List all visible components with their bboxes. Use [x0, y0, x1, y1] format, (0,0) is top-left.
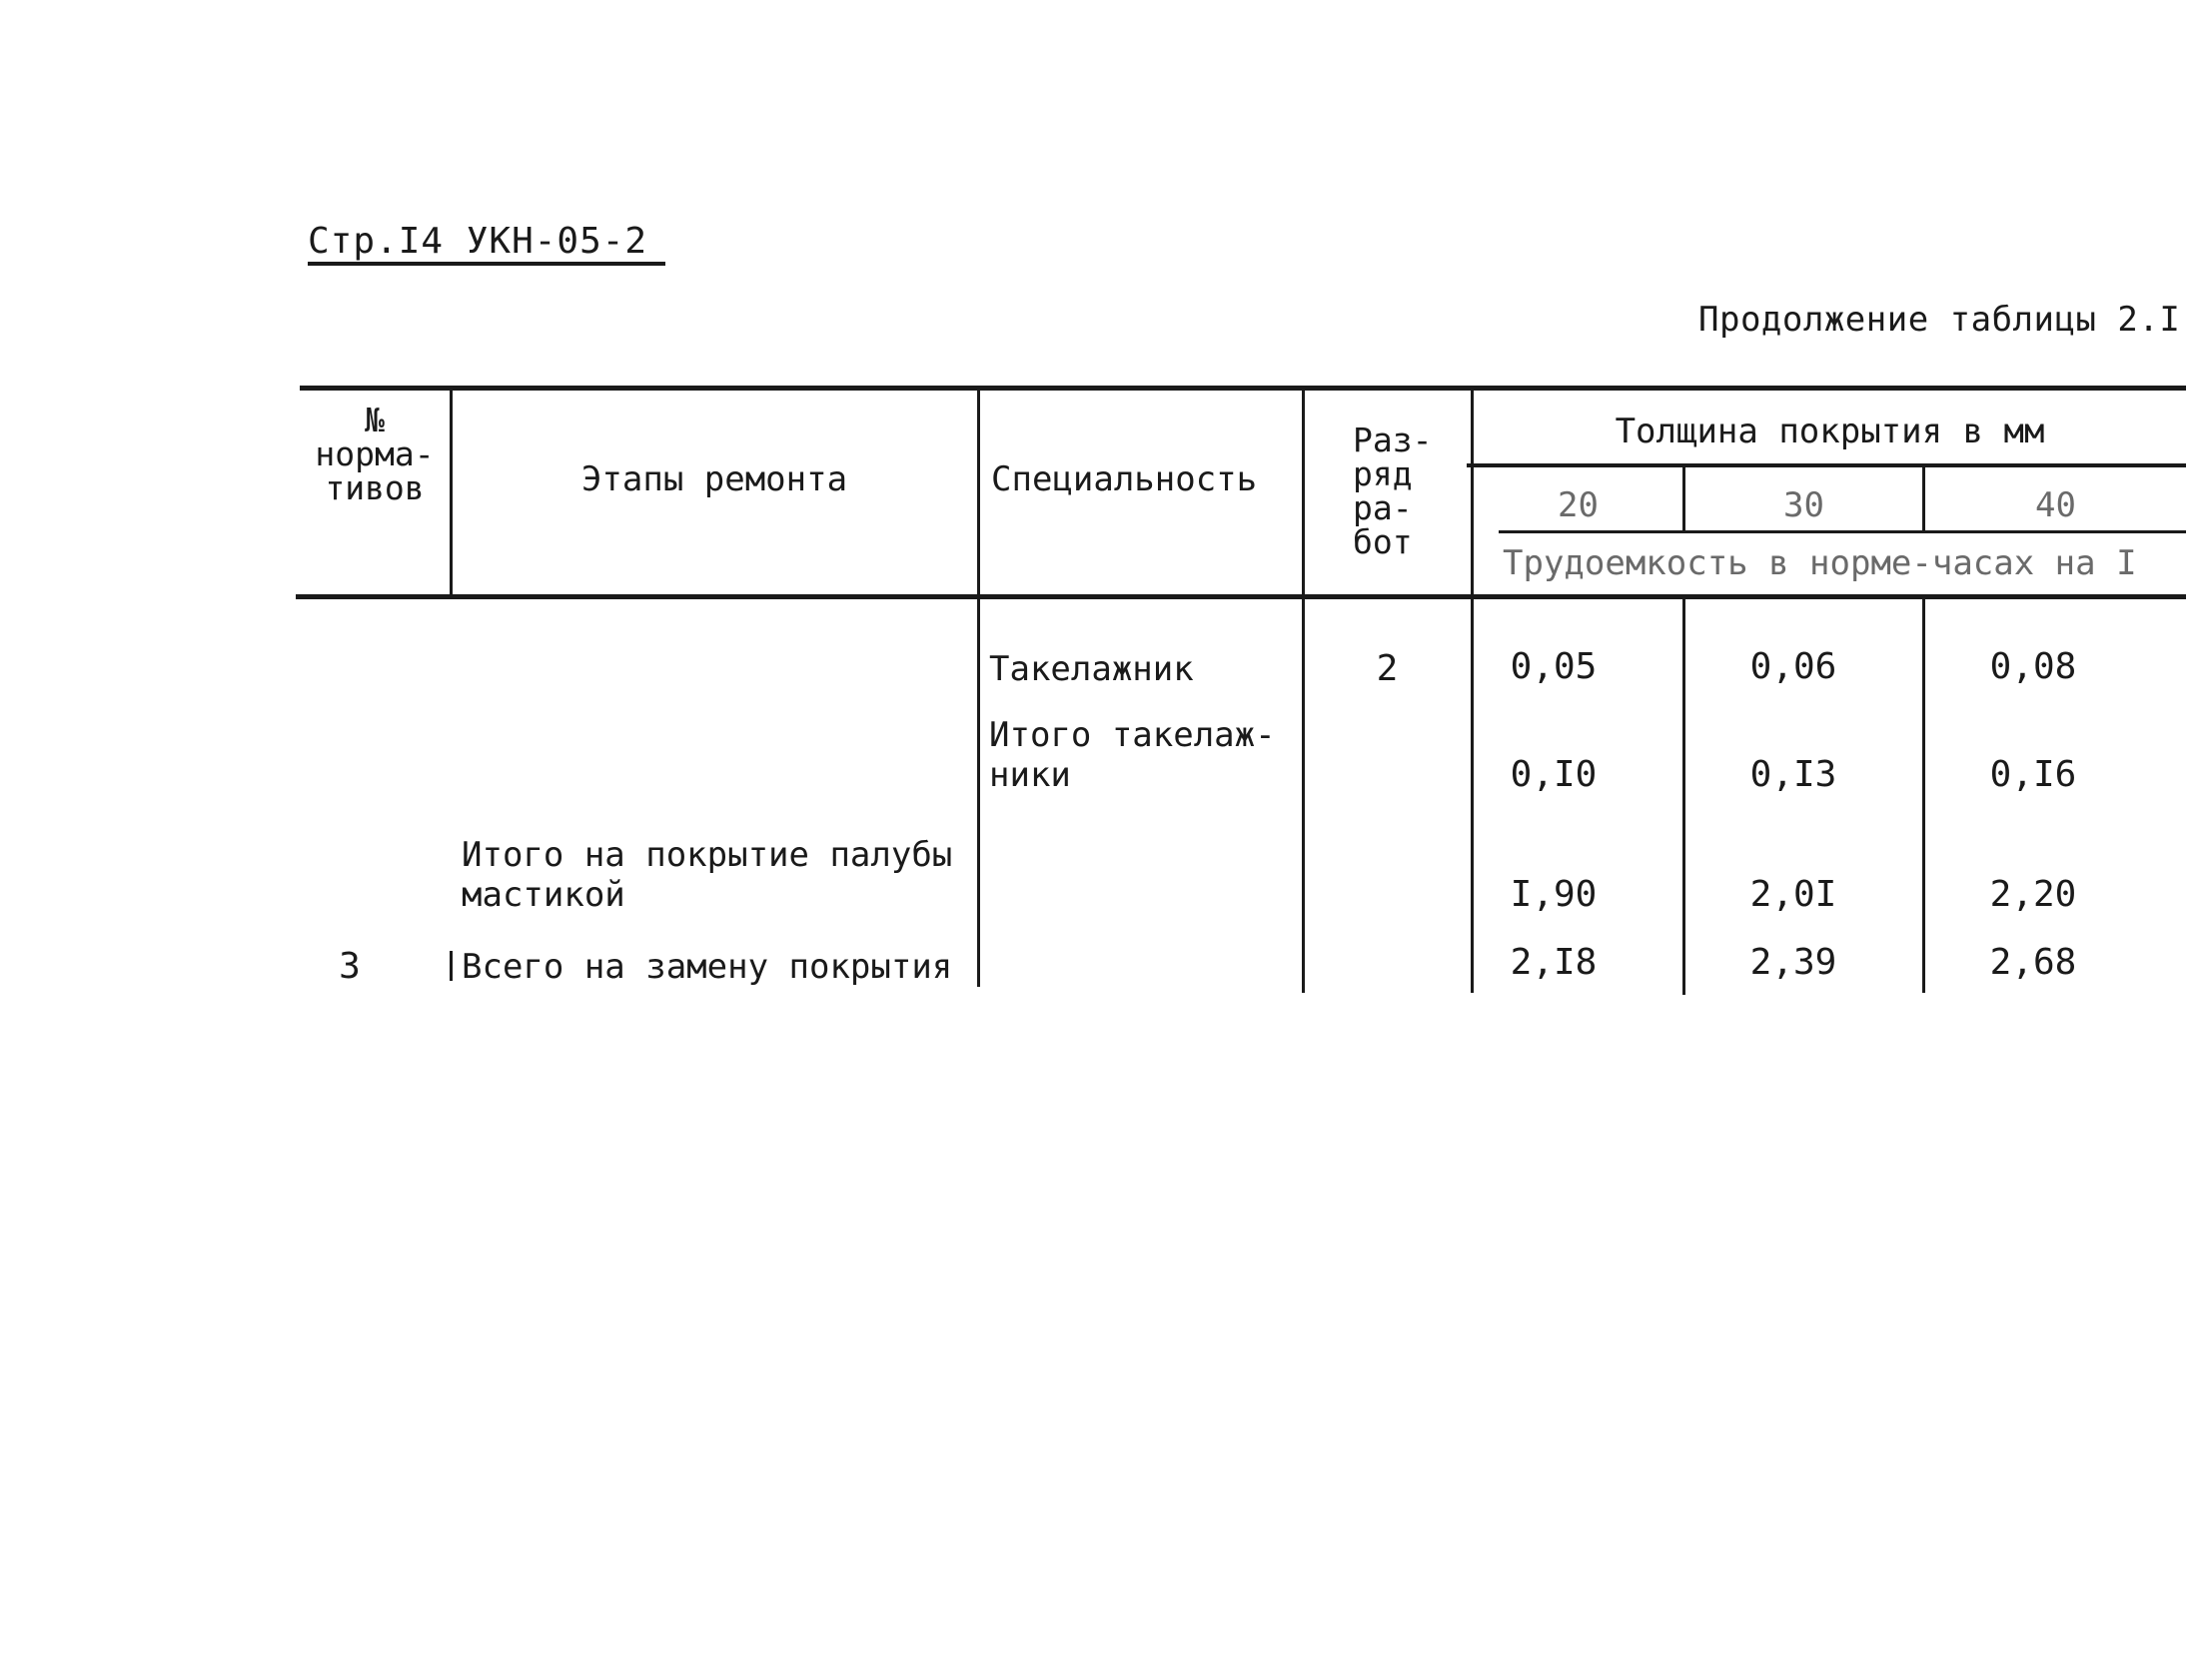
- header-norm-no-line: №: [365, 401, 385, 439]
- header-norm-no-line: тивов: [325, 468, 425, 507]
- divider-col20-col30: [1682, 597, 1685, 995]
- thickness-header-rule: [1467, 463, 2186, 467]
- header-work-grade-line: Раз-: [1353, 420, 1433, 459]
- row-value-20: 0,05: [1510, 646, 1598, 687]
- header-bottom-rule: [296, 594, 2186, 599]
- row-grade: 2: [1376, 648, 1399, 689]
- row-value-40: 2,68: [1989, 942, 2077, 983]
- page-reference: Стр.I4 УКН-05-2: [308, 222, 665, 266]
- header-repair-stages: Этапы ремонта: [580, 459, 848, 499]
- divider-col30-col40: [1922, 597, 1925, 993]
- row-stage-line: Итого на покрытие палубы: [462, 835, 953, 875]
- row-value-20: 2,I8: [1510, 942, 1598, 983]
- row-specialty: Такелажник: [989, 649, 1194, 689]
- header-labor-intensity: Трудоемкость в норме-часах на I: [1503, 543, 2137, 583]
- header-thickness-20: 20: [1558, 485, 1599, 525]
- header-coating-thickness: Толщина покрытия в мм: [1615, 412, 2045, 451]
- row-norm-no: 3: [339, 946, 361, 987]
- header-thickness-30: 30: [1783, 485, 1824, 525]
- row-specialty-line: Итого такелаж-: [989, 715, 1276, 755]
- table-top-rule: [300, 386, 2186, 391]
- divider-norm-stage-body: [450, 951, 453, 981]
- header-work-grade-line: ряд: [1353, 454, 1413, 493]
- row-stage: [462, 835, 952, 915]
- row-value-20: I,90: [1510, 874, 1598, 915]
- header-thickness-40: 40: [2035, 485, 2076, 525]
- row-value-30: 2,0I: [1749, 874, 1837, 915]
- header-specialty: Специальность: [991, 459, 1258, 499]
- header-norm-no: [300, 401, 450, 507]
- row-value-40: 2,20: [1989, 874, 2077, 915]
- table-continuation-label: Продолжение таблицы 2.I: [1698, 300, 2181, 340]
- row-value-20: 0,I0: [1510, 754, 1598, 795]
- row-value-30: 2,39: [1749, 942, 1837, 983]
- divider-specialty-grade: [1302, 388, 1305, 993]
- header-work-grade-line: ра-: [1353, 488, 1413, 527]
- divider-stage-specialty: [977, 388, 980, 987]
- row-stage-line: мастикой: [462, 875, 625, 915]
- header-work-grade: [1353, 420, 1433, 561]
- row-value-30: 0,I3: [1749, 754, 1837, 795]
- header-work-grade-line: бот: [1353, 522, 1413, 561]
- row-specialty-line: ники: [989, 755, 1071, 795]
- row-value-30: 0,06: [1749, 646, 1837, 687]
- row-stage: Всего на замену покрытия: [462, 947, 953, 987]
- row-value-40: 0,08: [1989, 646, 2077, 687]
- labor-header-rule: [1499, 530, 2186, 533]
- row-value-40: 0,I6: [1989, 754, 2077, 795]
- row-specialty: [989, 715, 1276, 795]
- header-norm-no-line: норма-: [315, 434, 435, 473]
